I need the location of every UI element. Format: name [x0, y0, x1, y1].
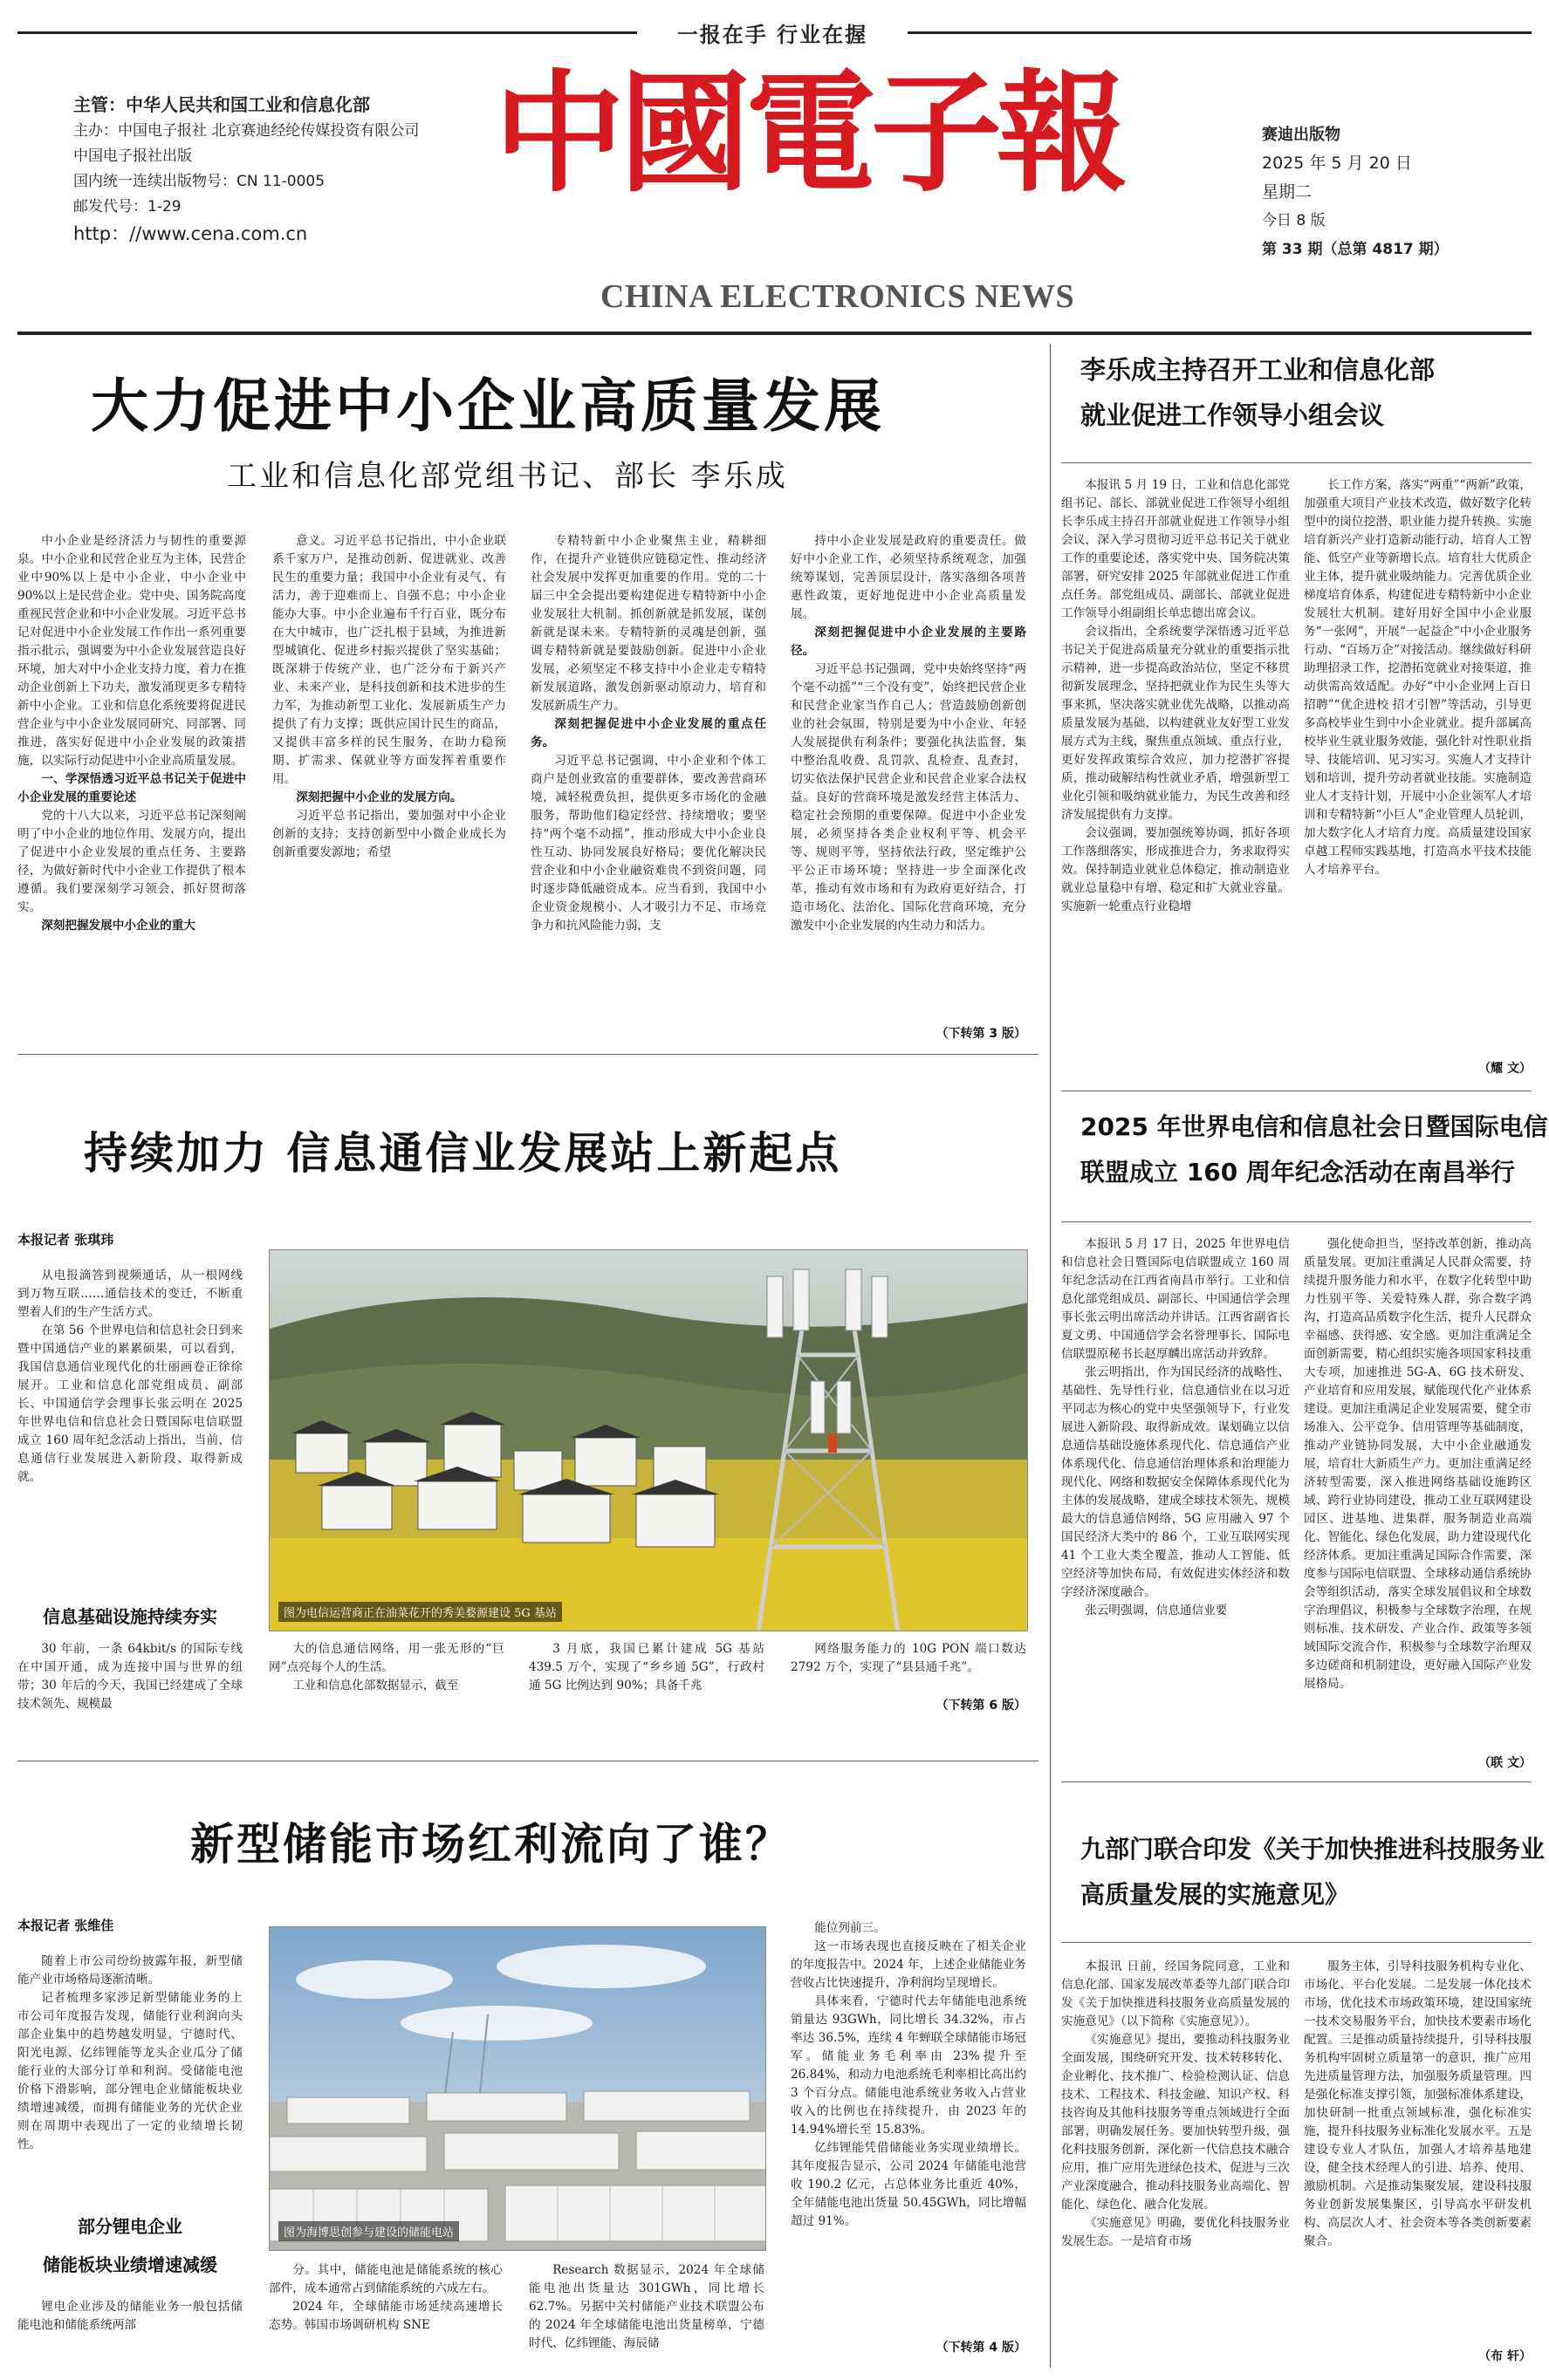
side3-headline-line2: 高质量发展的实施意见》	[1080, 1880, 1350, 1909]
storage-continued: （下转第 4 版）	[936, 2341, 1026, 2355]
paragraph: 本报讯 5 月 19 日，工业和信息化部党组书记、部长、部就业促进工作领导小组组长李乐成主持召开部就业促进工作领导小组会议，深入学习贯彻习近平总书记关于就业工作的重要论述，落实党中央、国务院决策部署，研究安排 2025 年部就业促进工作重点任务。部党组成员、副部长、部就业促进工作领导小组副组长单忠德出席会议。	[1061, 478, 1290, 620]
column-divider	[1050, 344, 1051, 2368]
lead-col-1	[17, 532, 246, 1043]
page-count: 今日 8 版	[1262, 212, 1326, 229]
paragraph: 30 年前，一条 64kbit/s 的国际专线在中国开通，成为连接中国与世界的纽带；30 年后的今天，我国已经建成了全球技术领先、规模最	[17, 1642, 243, 1711]
storage-col-b2	[529, 2261, 764, 2357]
masthead-logo: 中國電子報	[494, 57, 1123, 210]
paragraph: 本报讯 5 月 17 日，2025 年世界电信和信息社会日暨国际电信联盟成立 160 周年纪念活动在江西省南昌市举行。工业和信息化部党组成员、副部长、中国通信学会理事长张云明出席活动并讲话。江西省副省长夏文勇、中国通信学会名誉理事长、国际电信联盟原秘书长赵厚麟出席活动并致辞。	[1061, 1237, 1290, 1361]
subheading: 深刻把握促进中小企业发展的主要路径。	[791, 626, 1026, 658]
section-rule-1	[17, 1054, 1038, 1055]
storage-section-head-line2: 储能板块业绩增速减缓	[43, 2254, 217, 2275]
paragraph: 记者梳理多家涉足新型储能业务的上市公司年度报告发现，储能行业利润向头部企业集中的趋势越发明显，宁德时代、阳光电源、亿纬锂能等龙头企业瓜分了储能行业的大部分订单和利润。受储能电池价格下滑影响，部分锂电企业储能板块业绩增速减缓，而拥有储能业务的光伏企业则在周期中表现出了一定的业绩增长韧性。	[17, 1991, 243, 2151]
paragraph: 从电报滴答到视频通话，从一根网线到万物互联……通信技术的变迁，不断重塑着人们的生产生活方式。	[17, 1269, 243, 1319]
paragraph: 服务主体，引导科技服务机构专业化、市场化、平台化发展。二是发展一体化技术市场，优化技术市场政策环境，建设国家统一技术交易服务平台，加快技术要素市场化配置。三是推动质量持续提升，引导科技服务机构牢固树立质量第一的意识，推广应用先进质量管理方法，加强服务质量管理。四是强化标准支撑引领，加强标准体系建设，加快研制一批重点领域标准，强化标准实施，提升科技服务业标准化发展水平。五是建设专业人才队伍，加强人才培养基地建设，健全技术经理人的引进、培养、使用、激励机制。六是推动集聚发展，建设科技服务业创新发展集聚区，引导高水平研发机构、高层次人才、社会资本等各类创新要素聚合。	[1304, 1959, 1532, 2248]
side3-author: （布 轩）	[1478, 2349, 1532, 2363]
side3-rule	[1061, 1942, 1532, 1943]
paragraph: 随着上市公司纷纷披露年报，新型储能产业市场格局逐渐清晰。	[17, 1954, 243, 1987]
slogan-rule-right	[908, 31, 1532, 34]
storage-section-head	[17, 2207, 243, 2284]
paragraph: 专精特新中小企业聚焦主业，精耕细作，在提升产业链供应链稳定性、推动经济社会发展中发挥更加重要的作用。党的二十届三中全会提出要构建促进专精特新中小企业发展壮大机制。抓创新就是抓发展，谋创新就是谋未来。专精特新的灵魂是创新，强调专精特新就是要鼓励创新。促进中小企业发展，必须坚定不移支持中小企业走专精特新发展道路，激发创新驱动原动力，培育和发展新质生产力。	[531, 534, 766, 713]
storage-col-left	[17, 1953, 243, 2200]
subheading: 一、学深悟透习近平总书记关于促进中小企业发展的重要论述	[17, 772, 246, 804]
paragraph: 能位列前三。	[814, 1921, 886, 1935]
side3-headline	[1080, 1827, 1546, 1918]
telecom-photo-caption: 图为电信运营商正在油菜花开的秀美婺源建设 5G 基站	[278, 1602, 562, 1622]
storage-illustration	[270, 1927, 766, 2251]
paragraph: 《实施意见》提出，要推动科技服务业全面发展，围绕研究开发、技术转移转化、企业孵化、技术推广、检验检测认证、信息技术、工程技术、科技金融、知识产权、科技咨询及其他科技服务等重点领域进行全面部署，明确发展任务。要加快转型升级，强化科技服务创新，深化新一代信息技术融合应用，推广应用先进绿色技术，促进与三次产业深度融合，推动科技服务业高端化、智能化、绿色化、融合化发展。	[1061, 2033, 1290, 2212]
telecom-col-b1	[269, 1640, 504, 1752]
subheading: 深刻把握发展中小企业的重大	[41, 919, 195, 933]
slogan: 一报在手 行业在握	[676, 23, 868, 47]
telecom-continued: （下转第 6 版）	[936, 1699, 1026, 1713]
side2-headline-line1: 2025 年世界电信和信息社会日暨国际电信	[1080, 1112, 1548, 1141]
storage-photo-caption: 图为海博思创参与建设的储能电站	[278, 2221, 459, 2241]
side2-col-2	[1304, 1235, 1532, 1755]
paragraph: 习近平总书记强调，中小企业和个体工商户是创业致富的重要群体，要改善营商环境，减轻税费负担，提供更多市场化的金融服务，帮助他们稳定经营、持续增收；要坚持“两个毫不动摇”，推动形成大中小企业良性互动、协同发展良好格局；要优化解决民营企业和中小企业融资难贵不到资问题，同时逐步降低融资成本。应当看到，我国中小企业资金规模小、人才吸引力不足、市场竞争力和抗风险能力弱，支	[531, 754, 766, 933]
side2-col-1	[1061, 1235, 1290, 1769]
website-url[interactable]: http：//www.cena.com.cn	[73, 223, 308, 244]
subheading: 深刻把握促进中小企业发展的重点任务。	[531, 717, 766, 749]
side3-col-2	[1304, 1958, 1532, 2347]
telecom-headline: 持续加力 信息通信业发展站上新起点	[84, 1128, 842, 1179]
paragraph: 长工作方案，落实“两重”“两新”政策，加强重大项目产业技术改造，做好数字化转型中的岗位挖潜、职业能力提升转换。实施培育新兴产业打造新动能行动，培育人工智能、低空产业等新增长点。培育壮大优质企业主体，提升就业吸纳能力。完善优质企业梯度培育体系，构建促进专精特新中小企业发展壮大机制。建好用好全国中小企业服务“一张网”，开展“一起益企”中小企业服务行动、“百场万企”对接活动。继续做好科研助理招录工作，挖潜拓宽就业对接渠道，推动供需高效适配。办好“中小企业网上百日招聘”“优企进校 招才引智”等活动，引导更多高校毕业生到中小企业就业。提升部属高校毕业生就业服务效能，强化针对性职业指导、技能培训、见习实习。实施人才支持计划和培训，提升劳动者就业技能。实施制造业人才支持计划，开展中小企业领军人才培训和专精特新“小巨人”企业管理人员轮训，加大数字化人才培育力度。高质量建设国家卓越工程师实践基地，打造高水平技术技能人才培养平台。	[1304, 478, 1532, 877]
issue-info	[1262, 120, 1489, 264]
paragraph: 习近平总书记指出，要加强对中小企业创新的支持；支持创新型中小微企业成长为创新重要发源地；希望	[272, 809, 506, 859]
paragraph: 工业和信息化部数据显示，截至	[292, 1679, 459, 1693]
telecom-col-left	[17, 1267, 243, 1595]
lead-headline: 大力促进中小企业高质量发展	[91, 373, 885, 440]
telecom-col-b3	[791, 1640, 1026, 1693]
postal-code: 邮发代号：1-29	[73, 198, 182, 215]
lead-col-3	[531, 532, 766, 1043]
side1-author: （耀 文）	[1478, 1062, 1532, 1076]
organizers: 主办：中国电子报社 北京赛迪经纶传媒投资有限公司	[73, 122, 420, 140]
paragraph: 意义。习近平总书记指出，中小企业联系千家万户，是推动创新、促进就业、改善民生的重要力量；我国中小企业有灵气、有活力，善于迎难而上、自强不息；中小企业能办大事。中小企业遍布千行百业，既分布在大中城市，也广泛扎根于县域，为推进新型城镇化、促进乡村振兴提供了坚实基础；既深耕于传统产业，也广泛分布于新兴产业、未来产业，是科技创新和技术进步的生力军，为推动新型工业化、发展新质生产力提供了有力支撑；既供应国计民生的商品，又提供丰富多样的民生服务，在助力稳预期、扩需求、保就业等方面发挥着重要作用。	[272, 534, 506, 786]
paragraph: 分。其中，储能电池是储能系统的核心部件，成本通常占到储能系统的六成左右。	[269, 2263, 503, 2295]
storage-byline: 本报记者 张维佳	[17, 1918, 114, 1933]
issue-date: 2025 年 5 月 20 日	[1262, 154, 1412, 173]
subheading: 深刻把握中小企业的发展方向。	[296, 790, 463, 804]
side1-headline-line2: 就业促进工作领导小组会议	[1080, 400, 1385, 430]
side1-headline	[1080, 347, 1525, 438]
side2-rule	[1061, 1221, 1532, 1222]
paragraph: 大的信息通信网络，用一张无形的“巨网”点亮每个人的生活。	[269, 1642, 504, 1674]
paragraph: 强化使命担当，坚持改革创新，推动高质量发展。更加注重满足人民群众需要，持续提升服务能力和水平，在数字化转型中助力性别平等、关爱特殊人群，弥合数字鸿沟，打造高品质数字化生活，提升人民群众幸福感、获得感、安全感。更加注重满足全面创新需要，精心组织实施各项国家科技重大专项，加速推进 5G-A、6G 技术研发、产业培育和应用发展，赋能现代化产业体系建设。更加注重满足企业发展需要，健全市场准入、公平竞争、信用管理等基础制度，推动产业链协同发展，大中小企业融通发展，培育壮大新质生产力。更加注重满足经济转型需要，深入推进网络基础设施跨区域、跨行业协同建设，推动工业互联网建设园区、进基地、进集群，服务制造业高端化、智能化、绿色化发展，助力建设现代化经济体系。更加注重满足国际合作需要，深度参与国际电信联盟、全球移动通信系统协会等组织活动，落实全球发展倡议和全球数字治理倡议，积极参与全球数字治理，在规则标准、技术研发、产业合作、政策等多领域国际交流合作，积极参与全球数字治理双多边磋商和机制建设，更好融入国际产业发展格局。	[1304, 1237, 1532, 1691]
side1-col-1	[1061, 476, 1290, 1078]
paragraph: 习近平总书记强调，党中央始终坚持“两个毫不动摇”“三个没有变”，始终把民营企业和民营企业家当作自己人；营造鼓励创新创业的社会氛围，特别是要为中小企业、年轻人发展提供有利条件；要强化执法监督，集中整治乱收费、乱罚款、乱检查、乱查封，切实依法保护民营企业和民营企业家合法权益。良好的营商环境是激发经营主体活力、稳定社会预期的重要保障。促进中小企业发展，必须坚持各类企业权利平等、机会平等、规则平等，坚持依法行政，坚定维护公平公正市场环境；坚持进一步全面深化改革，推动有效市场和有为政府更好结合，打造市场化、法治化、国际化营商环境，充分激发中小企业发展的内生动力和活力。	[791, 662, 1026, 933]
side1-rule	[1061, 462, 1532, 463]
storage-photo	[269, 1926, 766, 2251]
telecom-byline: 本报记者 张琪玮	[17, 1232, 114, 1248]
paragraph: 持中小企业发展是政府的重要责任。做好中小企业工作，必须坚持系统观念，加强统筹谋划，完善顶层设计，落实落细各项普惠性政策，更好地促进中小企业高质量发展。	[791, 534, 1026, 621]
paragraph: 3 月底，我国已累计建成 5G 基站 439.5 万个，实现了“乡乡通 5G”，行政村通 5G 比例达到 90%；具备千兆	[529, 1642, 764, 1693]
paragraph: 2024 年，全球储能市场延续高速增长态势。韩国市场调研机构 SNE	[269, 2300, 503, 2332]
paragraph: 在第 56 个世界电信和信息社会日到来暨中国通信产业的累累硕果，可以看到，我国信息通信业现代化的壮丽画卷正徐徐展开。工业和信息化部党组成员、副部长、中国通信学会理事长张云明在 2025 年世界电信和信息社会日暨国际电信联盟成立 160 周年纪念活动上指出，当前，信息通信行业发展进入新阶段、取得新成就。	[17, 1323, 243, 1484]
paragraph: 锂电企业涉及的储能业务一般包括储能电池和储能系统两部	[17, 2300, 243, 2332]
lead-author: 工业和信息化部党组书记、部长 李乐成	[227, 459, 788, 494]
header-rule	[17, 332, 1532, 335]
storage-col-right	[791, 1919, 1026, 2335]
publisher-line: 中国电子报社出版	[73, 147, 192, 165]
storage-col-b1	[269, 2261, 503, 2357]
slogan-rule-left	[17, 31, 637, 34]
storage-section-head-line1: 部分锂电企业	[78, 2216, 182, 2237]
side1-col-2	[1304, 476, 1532, 1061]
publication-info	[73, 91, 510, 247]
weekday: 星期二	[1262, 182, 1313, 202]
paragraph: Research 数据显示，2024 年全球储能电池出货量达 301GWh，同比增长 62.7%。另据中关村储能产业技术联盟公布的 2024 年全球储能电池出货量榜单，宁德时代、亿纬锂能、海辰储	[529, 2263, 764, 2350]
storage-col-left-2	[17, 2298, 243, 2336]
tower-illustration	[270, 1250, 1028, 1631]
side3-col-1	[1061, 1958, 1290, 2364]
paragraph: 张云明指出，作为国民经济的战略性、基础性、先导性行业，信息通信业在以习近平同志为核心的党中央坚强领导下，行业发展进入新阶段、取得新成效。谋划确立以信息通信基础设施体系现代化、信息通信产业体系现代化、信息通信治理体系和治理能力现代化、网络和数据安全保障体系现代化为主体的发展战略，建成全球技术领先、规模最大的信息通信网络，5G 应用融入 97 个国民经济大类中的 86 个，工业互联网实现 41 个工业大类全覆盖，推动人工智能、低空经济等加快布局，有效促进实体经济和数字经济深度融合。	[1061, 1365, 1290, 1599]
lead-col-4	[791, 532, 1026, 1026]
paragraph: 会议强调，要加强统筹协调，抓好各项工作落细落实，形成推进合力，务求取得实效。保持制造业就业总体稳定，推动制造业就业总量稳中有增、稳定和扩大就业容量。实施新一轮重点行业稳增	[1061, 826, 1290, 913]
paragraph: 张云明强调，信息通信业要	[1085, 1604, 1228, 1617]
paragraph: 《实施意见》明确，要优化科技服务业发展生态。一是培育市场	[1061, 2216, 1290, 2248]
paragraph: 这一市场表现也直接反映在了相关企业的年度报告中。2024 年，上述企业储能业务营收占比快速提升，净利润均呈现增长。	[791, 1939, 1026, 1990]
cn-number: 国内统一连续出版物号：CN 11-0005	[73, 173, 326, 190]
lead-col-2	[272, 532, 506, 1043]
paragraph: 具体来看，宁德时代去年储能电池系统销量达 93GWh，同比增长 34.32%，市占率达 36.5%，连续 4 年蝉联全球储能市场冠军。储能业务毛利率由 23%提升至 26.84%，和动力电池系统毛利率相比高出约 3 个百分点。储能电池系统业务收入占营业收入的比例也在持续提升，由 2023 年的 14.94%增长至 15.83%。	[791, 1994, 1026, 2137]
paragraph: 党的十八大以来，习近平总书记深刻阐明了中小企业的地位作用、发展方向，提出了促进中小企业发展的重点任务、主要路径，为做好新时代中小企业工作提供了根本遵循。我们要深刻学习领会，抓好贯彻落实。	[17, 809, 246, 914]
paragraph: 亿纬锂能凭借储能业务实现业绩增长。其年度报告显示，公司 2024 年储能电池营收 190.2 亿元，占总体业务比重近 40%，全年储能电池出货量 50.45GWh，同比增幅超过 91%。	[791, 2141, 1026, 2228]
masthead-english: CHINA ELECTRONICS NEWS	[600, 278, 1075, 315]
paragraph: 本报讯 日前，经国务院同意，工业和信息化部、国家发展改革委等九部门联合印发《关于加快推进科技服务业高质量发展的实施意见》（以下简称《实施意见》）。	[1061, 1959, 1290, 2028]
paragraph: 会议指出，全系统要学深悟透习近平总书记关于促进高质量充分就业的重要指示批示精神，进一步提高政治站位，坚定不移贯彻新发展理念，坚持把就业作为民生头等大事来抓，坚决落实就业优先战略，以推动高质量发展为基础，以构建就业友好型工业发展方式为主线，聚焦重点领域、重点行业，更好发挥政策综合效应，加力挖潜扩容提质，推动破解结构性就业矛盾，增强新型工业化引领和吸纳就业能力，为民生改善和经济发展提供有力支撑。	[1061, 625, 1290, 822]
telecom-col-b2	[529, 1640, 764, 1752]
storage-headline: 新型储能市场红利流向了谁？	[190, 1819, 792, 1870]
telecom-photo	[269, 1249, 1028, 1631]
sponsor: 主管：中华人民共和国工业和信息化部	[73, 94, 370, 115]
telecom-section-head: 信息基础设施持续夯实	[43, 1606, 217, 1627]
side2-author: （联 文）	[1478, 1756, 1532, 1770]
side1-headline-line1: 李乐成主持召开工业和信息化部	[1080, 355, 1436, 385]
lead-continued: （下转第 3 版）	[936, 1027, 1026, 1041]
side2-headline	[1080, 1105, 1548, 1195]
telecom-col-left-2	[17, 1640, 243, 1752]
paragraph: 中小企业是经济活力与韧性的重要源泉。中小企业和民营企业互为主体，民营企业中90%以上是中小企业，中小企业中90%以上是民营企业。党中央、国务院高度重视民营企业和中小企业发展。习近平总书记对促进中小企业发展工作作出一系列重要指示批示，强调要为中小企业发展营造良好环境，加大对中小企业支持力度，着力在推动企业创新上下功夫，激发涌现更多专精特新中小企业。工业和信息化系统要将促进民营企业与中小企业发展同研究、同部署、同推进，落实好促进中小企业发展的政策措施，以实际行动促进中小企业高质量发展。	[17, 534, 246, 768]
publisher-mark: 赛迪出版物	[1262, 126, 1340, 144]
paragraph: 网络服务能力的 10G PON 端口数达 2792 万个，实现了“县县通千兆”。	[791, 1642, 1026, 1674]
side3-headline-line1: 九部门联合印发《关于加快推进科技服务业	[1080, 1835, 1546, 1864]
issue-number: 第 33 期（总第 4817 期）	[1262, 241, 1449, 258]
side2-headline-line2: 联盟成立 160 周年纪念活动在南昌举行	[1080, 1158, 1515, 1187]
